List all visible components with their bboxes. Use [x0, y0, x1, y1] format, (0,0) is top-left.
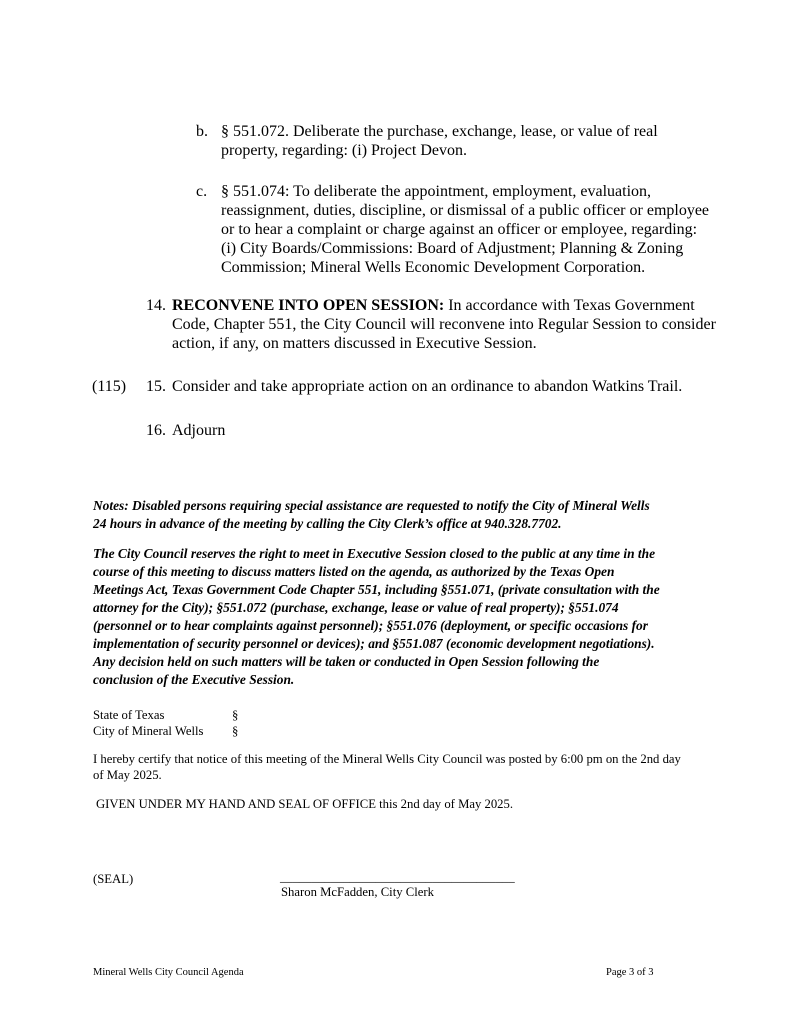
item-14-line-1-rest: In accordance with Texas Government	[444, 297, 695, 314]
item-b-text	[221, 122, 658, 160]
item-14-text	[172, 296, 716, 353]
certify-line-2: of May 2025.	[93, 768, 162, 782]
item-15-number: 15.	[146, 378, 166, 395]
item-16-text: Adjourn	[172, 422, 226, 439]
notes-1-line-1: Notes: Disabled persons requiring special assistance are requested to notify the City of Mineral Wells	[93, 498, 650, 513]
signature-line: _____________________________________	[280, 870, 515, 884]
seal-label: (SEAL)	[93, 872, 134, 886]
city-section-mark: §	[232, 724, 239, 738]
item-b-letter: b.	[196, 123, 208, 140]
notes-2-line-4: attorney for the City); §551.072 (purchase, exchange, lease or value of real property); §551.074	[93, 600, 619, 615]
item-c-line-1: § 551.074: To deliberate the appointment, employment, evaluation,	[221, 183, 652, 200]
notes-paragraph-2	[93, 545, 699, 689]
footer-left: Mineral Wells City Council Agenda	[93, 967, 244, 978]
notes-2-line-1: The City Council reserves the right to meet in Executive Session closed to the public at any time in the	[93, 546, 656, 561]
item-15-ref: (115)	[92, 378, 127, 395]
footer-page-number: Page 3 of 3	[606, 967, 654, 978]
item-14-line-3: action, if any, on matters discussed in Executive Session.	[172, 335, 537, 352]
item-b-line-2: property, regarding: (i) Project Devon.	[221, 142, 467, 159]
item-14-line-1	[172, 296, 716, 315]
item-c-letter: c.	[196, 183, 208, 200]
notes-2-line-5: (personnel or to hear complaints against personnel); §551.076 (deployment, or specific occasions for	[93, 618, 648, 633]
notes-2-line-8: conclusion of the Executive Session.	[93, 672, 295, 687]
signer-name: Sharon McFadden, City Clerk	[281, 885, 434, 899]
item-15-text: Consider and take appropriate action on an ordinance to abandon Watkins Trail.	[172, 378, 683, 395]
item-c-text	[221, 182, 709, 277]
state-section-mark: §	[232, 708, 239, 722]
item-c-line-5: Commission; Mineral Wells Economic Development Corporation.	[221, 259, 646, 276]
item-b-line-1: § 551.072. Deliberate the purchase, exchange, lease, or value of real	[221, 123, 658, 140]
item-c-line-3: or to hear a complaint or charge against an officer or employee, regarding:	[221, 221, 698, 238]
certification-text	[93, 751, 681, 783]
item-14-heading: RECONVENE INTO OPEN SESSION:	[172, 297, 445, 314]
item-14-line-2: Code, Chapter 551, the City Council will reconvene into Regular Session to consider	[172, 316, 716, 333]
item-14-number: 14.	[146, 297, 166, 314]
city-label: City of Mineral Wells	[93, 724, 204, 738]
given-statement: GIVEN UNDER MY HAND AND SEAL OF OFFICE this 2nd day of May 2025.	[96, 797, 514, 811]
item-c-line-2: reassignment, duties, discipline, or dismissal of a public officer or employee	[221, 202, 710, 219]
notes-2-line-6: implementation of security personnel or devices); and §551.087 (economic development negotiations).	[93, 636, 655, 651]
notes-2-line-7: Any decision held on such matters will be taken or conducted in Open Session following the	[93, 654, 600, 669]
notes-paragraph-1	[93, 497, 699, 533]
notes-2-line-3: Meetings Act, Texas Government Code Chapter 551, including §551.071, (private consultation with the	[93, 582, 660, 597]
state-label: State of Texas	[93, 708, 165, 722]
item-c-line-4: (i) City Boards/Commissions: Board of Adjustment; Planning & Zoning	[221, 240, 684, 257]
certify-line-1: I hereby certify that notice of this meeting of the Mineral Wells City Council was posted by 6:00 pm on the 2nd day	[93, 752, 681, 766]
item-16-number: 16.	[146, 422, 166, 439]
notes-2-line-2: course of this meeting to discuss matters listed on the agenda, as authorized by the Texas Open	[93, 564, 615, 579]
notes-1-line-2: 24 hours in advance of the meeting by calling the City Clerk’s office at 940.328.7702.	[93, 516, 562, 531]
